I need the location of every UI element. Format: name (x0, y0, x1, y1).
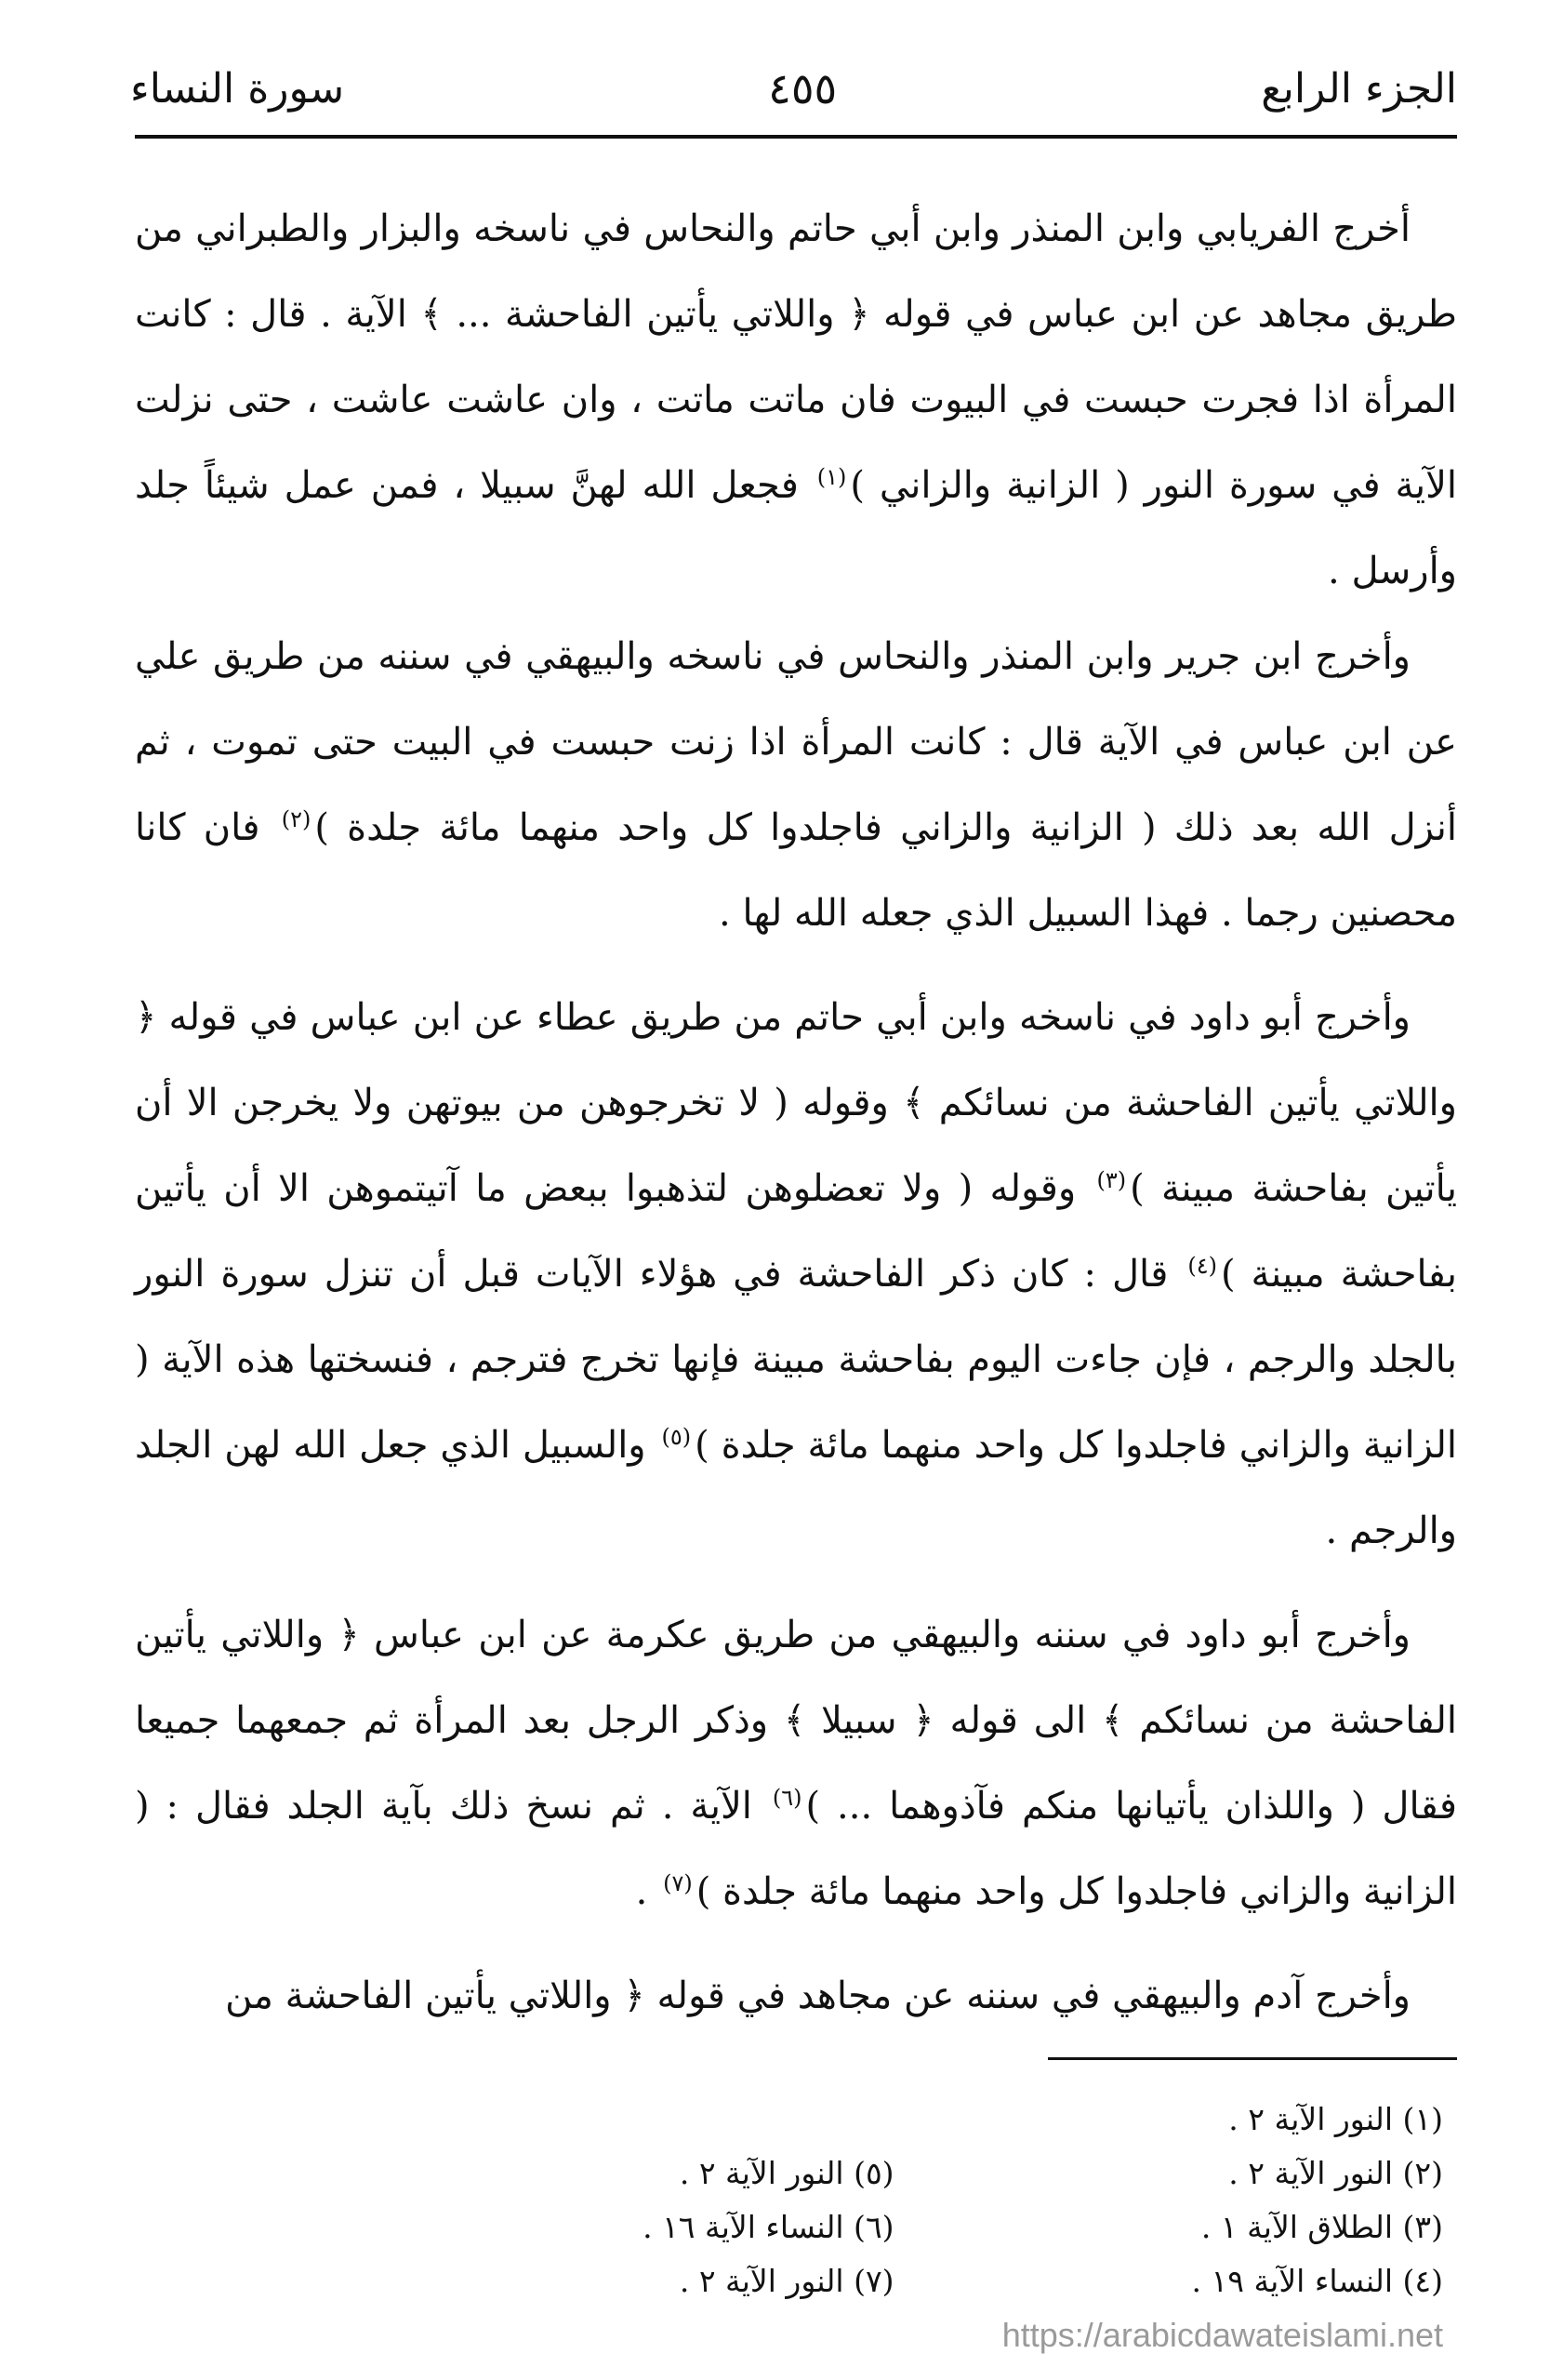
text-run: . (635, 1870, 660, 1913)
text-run: وقوله ( ولا تعضلوهن لتذهبوا ببعض ما آتيتموهن الا أن يأتين بفاحشة مبينة ) (135, 1167, 1458, 1296)
paragraph-5 (135, 1953, 1457, 2039)
footnote-7: (٧) النور الآية ٢ . (679, 2263, 894, 2299)
footnote-ref: (٧) (663, 1869, 693, 1896)
running-header (130, 51, 1457, 126)
footnote-ref: (٤) (1187, 1252, 1217, 1279)
footnote-ref: (٦) (772, 1784, 802, 1811)
surah-title: سورة النساء (130, 64, 345, 113)
text-run: وأخرج ابن جرير وابن المنذر والنحاس في ناسخه والبيهقي في سننه من طريق علي عن ابن عباس في الآية قال : كانت المرأة اذا زنت حبست في البيت حتى تموت ، ثم أنزل الله بعد ذلك ( الزانية والزاني فاجلدوا كل واحد منهما مائة جلدة ) (135, 635, 1457, 849)
footnote-column-2 (643, 2093, 894, 2334)
page-number: ٤٥٥ (768, 63, 838, 113)
footnote-ref: (١) (816, 463, 847, 490)
footnote-ref: (٢) (281, 805, 311, 832)
header-rule (135, 135, 1457, 139)
footnote-2: (٢) النور الآية ٢ . (1228, 2155, 1443, 2191)
text-run: الآية . ثم نسخ ذلك بآية الجلد فقال : ( الزانية والزاني فاجلدوا كل واحد منهما مائة جلدة ) (135, 1785, 1457, 1913)
footnote-4: (٤) النساء الآية ١٩ . (1191, 2263, 1443, 2299)
paragraph-3 (135, 975, 1457, 1574)
footnote-ref: (٣) (1096, 1166, 1127, 1193)
paragraph-2 (135, 614, 1457, 956)
footnote-ref: (٥) (661, 1423, 692, 1450)
text-run: وأخرج أبو داود في ناسخه وابن أبي حاتم من طريق عطاء عن ابن عباس في قوله ﴿ واللاتي يأتين الفاحشة من نسائكم ﴾ وقوله ( لا تخرجوهن من بيوتهن ولا يخرجن الا أن يأتين بفاحشة مبينة ) (135, 996, 1457, 1210)
paragraph-4 (135, 1592, 1457, 1935)
text-run: قال : كان ذكر الفاحشة في هؤلاء الآيات قبل أن تنزل سورة النور بالجلد والرجم ، فإن جاءت اليوم بفاحشة مبينة فإنها تخرج فترجم ، فنسختها هذه الآية ( الزانية والزاني فاجلدوا كل واحد منهما مائة جلدة ) (135, 1253, 1457, 1467)
text-run: فجعل الله لهنَّ سبيلا ، فمن عمل شيئاً جلد وأرسل . (135, 464, 1457, 592)
footnote-3: (٣) الطلاق الآية ١ . (1200, 2209, 1443, 2245)
paragraph-1 (135, 186, 1457, 614)
text-run: فان كانا محصنين رجما . فهذا السبيل الذي جعله الله لها . (135, 806, 1457, 935)
text-run: أخرج الفريابي وابن المنذر وابن أبي حاتم والنحاس في ناسخه والبزار والطبراني من طريق مجاهد عن ابن عباس في قوله ﴿ واللاتي يأتين الفاحشة ... ﴾ الآية . قال : كانت المرأة اذا فجرت حبست في البيوت فان ماتت ماتت ، وان عاشت عاشت ، حتى نزلت الآية في سورة النور ( الزانية والزاني ) (135, 207, 1458, 507)
watermark-url: https://arabicdawateislami.net (1001, 2316, 1443, 2354)
text-run: وأخرج أبو داود في سننه والبيهقي من طريق عكرمة عن ابن عباس ﴿ واللاتي يأتين الفاحشة من نسائكم ﴾ الى قوله ﴿ سبيلا ﴾ وذكر الرجل بعد المرأة ثم جمعهما جميعا فقال ( واللذان يأتيانها منكم فآذوهما ... ) (135, 1614, 1458, 1828)
footnote-rule (1048, 2057, 1457, 2060)
footnote-6: (٦) النساء الآية ١٦ . (643, 2209, 894, 2245)
body-text (135, 186, 1457, 2039)
footnote-1: (١) النور الآية ٢ . (1228, 2101, 1443, 2137)
text-run: والسبيل الذي جعل الله لهن الجلد والرجم . (135, 1424, 1457, 1552)
footnote-5: (٥) النور الآية ٢ . (679, 2155, 894, 2191)
footnote-column-1 (1192, 2093, 1443, 2334)
part-title: الجزء الرابع (1261, 64, 1457, 113)
footnotes (135, 2093, 1443, 2334)
text-run: وأخرج آدم والبيهقي في سننه عن مجاهد في قوله ﴿ واللاتي يأتين الفاحشة من (225, 1974, 1411, 2017)
